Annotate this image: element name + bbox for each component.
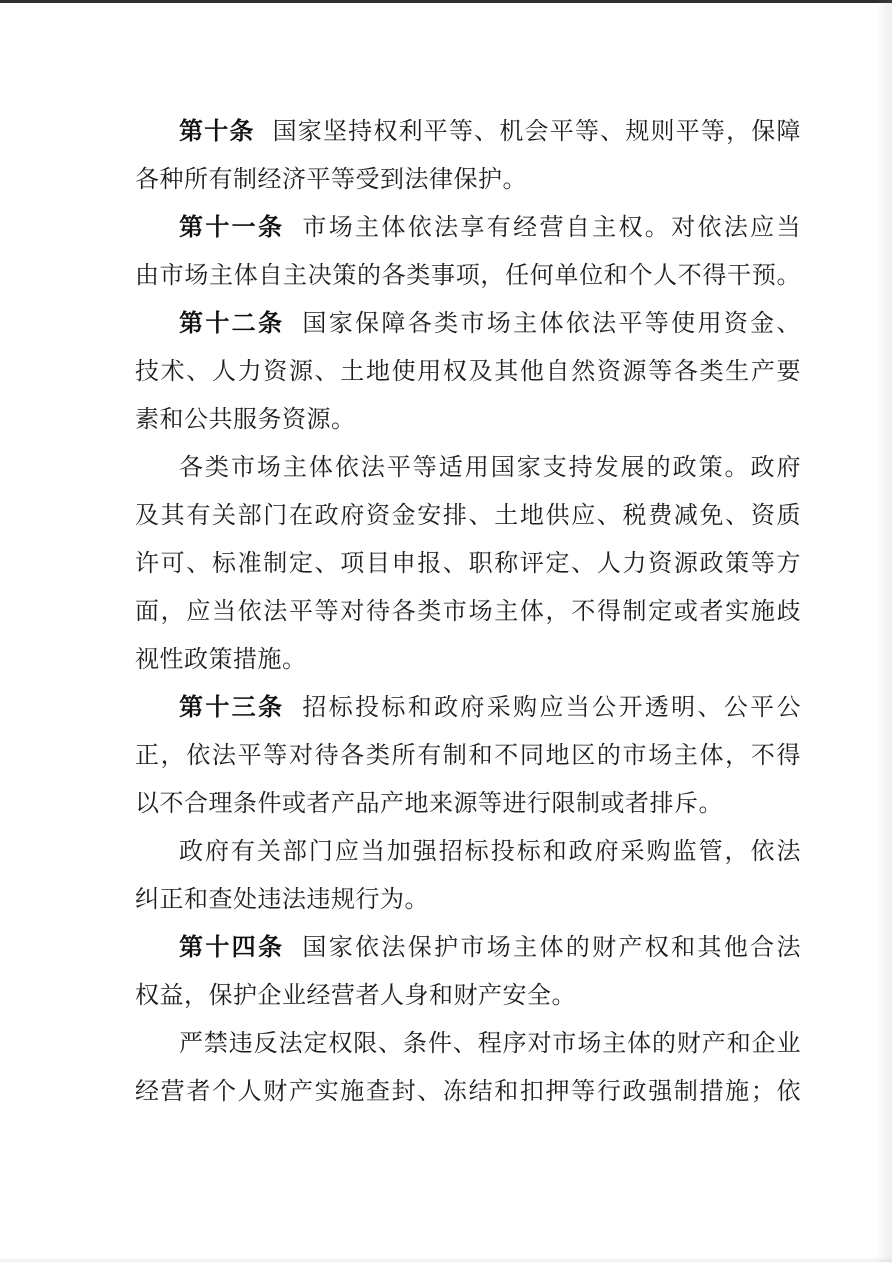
line-text: 视性政策措施。: [135, 647, 307, 673]
line-text: 政府有关部门应当加强招标投标和政府采购监管，依法: [179, 839, 801, 865]
text-line: [135, 1068, 801, 1116]
article-number: 第十一条: [179, 214, 285, 241]
line-text: 经营者个人财产实施查封、冻结和扣押等行政强制措施；依: [135, 1079, 801, 1105]
line-text: 招标投标和政府采购应当公开透明、公平公: [302, 695, 802, 721]
line-text: 纠正和查处违法违规行为。: [135, 887, 429, 913]
text-line: [135, 684, 801, 732]
line-text: 正，依法平等对待各类所有制和不同地区的市场主体，不得: [135, 743, 801, 769]
article-number: 第十三条: [179, 694, 285, 721]
line-text: 由市场主体自主决策的各类事项，任何单位和个人不得干预。: [135, 263, 801, 289]
text-line: [135, 108, 801, 156]
line-text: 面，应当依法平等对待各类市场主体，不得制定或者实施歧: [135, 599, 801, 625]
text-line: [135, 588, 801, 636]
text-line: [135, 732, 801, 780]
text-line: [135, 636, 801, 684]
line-text: 国家坚持权利平等、机会平等、规则平等，保障: [272, 119, 802, 145]
line-text: 严禁违反法定权限、条件、程序对市场主体的财产和企业: [179, 1031, 801, 1057]
text-line: [135, 204, 801, 252]
text-line: [135, 540, 801, 588]
text-line: [135, 1020, 801, 1068]
line-text: 国家保障各类市场主体依法平等使用资金、: [302, 311, 802, 337]
article-number: 第十四条: [179, 934, 285, 961]
line-text: 素和公共服务资源。: [135, 407, 356, 433]
text-line: [135, 876, 801, 924]
line-text: 及其有关部门在政府资金安排、土地供应、税费减免、资质: [135, 503, 801, 529]
line-text: 以不合理条件或者产品产地来源等进行限制或者排斥。: [135, 791, 723, 817]
text-line: [135, 828, 801, 876]
text-line: [135, 444, 801, 492]
line-text: 国家依法保护市场主体的财产权和其他合法: [302, 935, 802, 961]
article-number: 第十条: [179, 118, 255, 145]
text-line: [135, 156, 801, 204]
line-text: 技术、人力资源、土地使用权及其他自然资源等各类生产要: [135, 359, 801, 385]
text-line: [135, 972, 801, 1020]
text-line: [135, 780, 801, 828]
text-line: [135, 300, 801, 348]
line-text: 许可、标准制定、项目申报、职称评定、人力资源政策等方: [135, 551, 801, 577]
article-number: 第十二条: [179, 310, 285, 337]
document-body: [135, 108, 801, 1116]
line-text: 各种所有制经济平等受到法律保护。: [135, 167, 527, 193]
page-bottom-edge-shade: [0, 1257, 892, 1262]
line-text: 各类市场主体依法平等适用国家支持发展的政策。政府: [179, 455, 801, 481]
text-line: [135, 252, 801, 300]
line-text: 市场主体依法享有经营自主权。对依法应当: [302, 215, 802, 241]
text-line: [135, 492, 801, 540]
text-line: [135, 924, 801, 972]
page-top-border: [0, 0, 892, 3]
page-right-edge-shade: [876, 0, 892, 1262]
line-text: 权益，保护企业经营者人身和财产安全。: [135, 983, 576, 1009]
text-line: [135, 348, 801, 396]
text-line: [135, 396, 801, 444]
